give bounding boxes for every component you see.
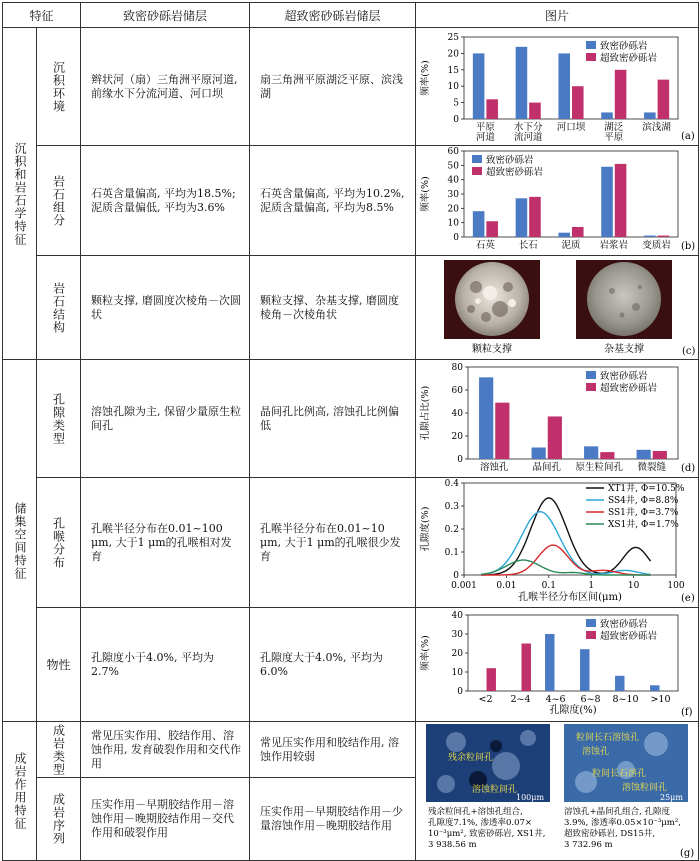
bar-a-1-1 (529, 102, 541, 118)
bar-b-1-1 (529, 196, 541, 236)
panel-c-label: (c) (682, 345, 696, 357)
bar-a-1-2 (572, 86, 584, 119)
bar-f-0-5 (650, 685, 659, 691)
figure-c (416, 257, 698, 359)
legend-swatch-b-1 (472, 167, 482, 175)
ytick-label-a-4: 20 (447, 48, 460, 59)
bar-d-0-1 (532, 447, 546, 459)
legend-label-b-0: 致密砂砾岩 (486, 154, 534, 166)
xcat-a-3-0: 湖泛 (604, 121, 624, 133)
panel-label-e: (e) (681, 592, 695, 604)
bar-b-0-1 (516, 198, 528, 237)
diatype-dense: 常见压实作用、胶结作用、溶蚀作用, 发育破裂作用和交代作用 (81, 722, 250, 778)
diaseq-ultra: 压实作用－早期胶结作用－少量溶蚀作用－晚期胶结作用 (250, 778, 416, 861)
ytick-label-e-0: 0 (453, 570, 460, 581)
ylabel-b: 频率(%) (420, 175, 432, 212)
photo-c-left-label: 颗粒支撑 (472, 343, 513, 355)
xcat-f-5: >10 (650, 693, 671, 705)
diatype-label-cell (37, 722, 81, 778)
micro-right-caption-2: 3.9%, 渗透率0.05×10⁻³μm², (564, 818, 681, 828)
ylabel-d: 孔隙占比(%) (420, 385, 432, 440)
ytick-label-a-1: 5 (453, 98, 460, 109)
xcat-a-1-0: 水下分 (513, 121, 543, 133)
bar-a-1-4 (658, 79, 670, 118)
bar-f-0-2 (545, 634, 554, 691)
section-2-label: 储集空间特征 (13, 501, 27, 580)
xcat-b-1: 长石 (518, 239, 538, 251)
diatype-ultra: 常见压实作用和胶结作用, 溶蚀作用较弱 (250, 722, 416, 778)
xcat-d-1: 晶间孔 (532, 461, 562, 473)
micro-left-label-1: 残余粒间孔 (448, 753, 494, 763)
bar-a-0-3 (601, 112, 613, 119)
texture-label-cell (37, 256, 81, 360)
bar-b-1-3 (615, 163, 627, 236)
figure-f-cell (416, 608, 699, 722)
xcat-d-0: 溶蚀孔 (480, 461, 509, 473)
chart-f (416, 609, 698, 721)
bar-d-0-0 (479, 377, 493, 459)
rock-dense: 石英含量偏高, 平均为18.5%; 泥质含量偏低, 平均为3.6% (81, 146, 250, 256)
row-diatype (3, 722, 699, 778)
legend-label-f-1: 超致密砂砾岩 (600, 630, 658, 642)
bar-a-1-0 (486, 99, 498, 119)
legend-label-f-0: 致密砂砾岩 (600, 618, 648, 630)
panel-label-a: (a) (681, 130, 695, 142)
xcat-f-3: 6~8 (580, 693, 601, 705)
ytick-label-d-3: 60 (451, 385, 464, 396)
ytick-label-d-4: 80 (451, 362, 464, 373)
comparison-table (2, 2, 699, 861)
legend-swatch-f-0 (586, 619, 596, 627)
legend-label-e-1: SS4井, Φ=8.8% (608, 495, 679, 506)
ylabel-a: 频率(%) (420, 59, 432, 96)
xcat-b-3: 岩浆岩 (599, 239, 629, 251)
bar-b-1-4 (658, 235, 670, 236)
ytick-label-f-2: 20 (451, 648, 464, 659)
row-throat (3, 478, 699, 608)
ytick-label-a-0: 0 (453, 114, 460, 125)
xcat-a-3-1: 平原 (604, 131, 624, 143)
ytick-label-b-4: 40 (447, 175, 460, 186)
row-phys (3, 608, 699, 722)
micro-right-label-1: 粒间长石溶蚀孔 (576, 733, 640, 743)
throat-ultra: 孔喉半径分布在0.01~10 μm, 大于1 μm的孔喉很少发育 (250, 478, 416, 608)
pore-label-cell (37, 360, 81, 478)
section-3-cell (3, 722, 37, 861)
section-1-label: 沉积和岩石学特征 (13, 141, 27, 246)
section-1-cell (3, 28, 37, 360)
ytick-label-f-1: 10 (451, 667, 464, 678)
micro-left-caption-4: 3 938.56 m (428, 840, 477, 850)
figure-c-cell (416, 256, 699, 360)
env-dense: 辫状河（扇）三角洲平原河道, 前缘水下分流河道、河口坝 (81, 28, 250, 146)
xcat-d-3: 微裂缝 (637, 461, 667, 473)
pore-dense: 溶蚀孔隙为主, 保留少量原生粒间孔 (81, 360, 250, 478)
xlabel-f: 孔隙度(%) (549, 704, 597, 716)
legend-swatch-d-1 (586, 383, 596, 391)
ytick-label-b-3: 30 (447, 189, 460, 200)
panel-label-f: (f) (681, 706, 693, 718)
ytick-label-b-0: 0 (453, 232, 460, 243)
legend-label-d-1: 超致密砂砾岩 (600, 382, 658, 394)
ytick-label-a-5: 25 (447, 32, 460, 43)
pore-ultra: 晶间孔比例高, 溶蚀孔比例偏低 (250, 360, 416, 478)
panel-label-b: (b) (681, 240, 696, 252)
micro-left-label-2: 溶蚀粒间孔 (472, 785, 518, 795)
bar-f-0-3 (580, 649, 589, 691)
xtick-label-e-5: 100 (667, 580, 685, 591)
figure-g (416, 722, 698, 860)
bar-d-0-3 (637, 449, 651, 458)
bar-b-0-2 (558, 232, 570, 236)
chart-e (416, 479, 698, 607)
texture-ultra: 颗粒支撑、杂基支撑, 磨圆度棱角－次棱角状 (250, 256, 416, 360)
micro-right-caption-1: 溶蚀孔+晶间孔组合, 孔隙度 (564, 807, 671, 817)
xlabel-e: 孔喉半径分布区间(μm) (518, 591, 622, 603)
xcat-b-0: 石英 (475, 239, 495, 251)
xtick-label-e-1: 0.01 (496, 580, 517, 591)
figure-b-cell (416, 146, 699, 256)
ytick-label-f-3: 30 (451, 629, 464, 640)
legend-label-b-1: 超致密砂砾岩 (486, 166, 544, 178)
legend-label-a-1: 超致密砂砾岩 (600, 52, 658, 64)
xcat-d-2: 原生粒间孔 (575, 461, 624, 473)
legend-label-e-0: XT1井, Φ=10.5% (608, 483, 685, 494)
section-3-label: 成岩作用特征 (13, 752, 27, 830)
section-2-cell (3, 360, 37, 722)
texture-dense: 颗粒支撑, 磨圆度次棱角－次圆状 (81, 256, 250, 360)
xtick-label-e-3: 1 (588, 580, 595, 591)
texture-label: 岩石结构 (51, 281, 66, 334)
xcat-f-1: 2~4 (510, 693, 531, 705)
legend-label-d-0: 致密砂砾岩 (600, 370, 648, 382)
micro-right-label-4: 溶蚀粒间孔 (622, 783, 668, 793)
row-texture (3, 256, 699, 360)
micro-left-caption-2: 孔隙度7.1%, 渗透率0.07× (428, 818, 533, 828)
env-ultra: 扇三角洲平原湖泛平原、滨浅湖 (250, 28, 416, 146)
ytick-label-b-2: 20 (447, 203, 460, 214)
bar-b-0-0 (473, 211, 485, 237)
chart-a (416, 29, 698, 145)
ytick-label-e-2: 0.2 (444, 524, 460, 535)
legend-label-a-0: 致密砂砾岩 (600, 40, 648, 52)
bar-f-0-4 (615, 675, 624, 690)
xcat-b-4: 变质岩 (642, 239, 671, 251)
micro-left-scale: 100μm (516, 793, 545, 802)
legend-swatch-d-0 (586, 371, 596, 379)
xcat-b-2: 泥质 (561, 239, 581, 251)
legend-swatch-a-0 (586, 41, 596, 49)
ylabel-e: 孔隙度(%) (420, 506, 432, 551)
xtick-label-e-2: 0.1 (541, 580, 556, 591)
ytick-label-b-1: 10 (447, 218, 460, 229)
throat-label-cell (37, 478, 81, 608)
legend-swatch-b-0 (472, 155, 482, 163)
core-photo-matrix-supported (587, 262, 661, 336)
bar-a-0-0 (473, 53, 485, 119)
figure-g-cell (416, 722, 699, 861)
ytick-label-b-6: 60 (447, 146, 460, 157)
ytick-label-f-4: 40 (451, 610, 464, 621)
xcat-f-2: 4~6 (545, 693, 566, 705)
bar-b-1-0 (486, 221, 498, 237)
ytick-label-d-0: 0 (457, 454, 464, 465)
ytick-label-e-1: 0.1 (444, 547, 460, 558)
header-row (3, 3, 699, 28)
chart-d (416, 361, 698, 477)
xcat-a-1-1: 流河道 (513, 131, 543, 143)
ytick-label-e-4: 0.4 (444, 478, 460, 489)
legend-label-e-3: XS1井, Φ=1.7% (608, 519, 679, 530)
header-feature: 特征 (3, 3, 81, 28)
panel-g-label: (g) (680, 848, 695, 859)
legend-label-e-2: SS1井, Φ=3.7% (608, 507, 679, 518)
xcat-f-0: <2 (478, 693, 493, 705)
ytick-label-d-1: 20 (451, 431, 464, 442)
micro-right-caption-4: 3 732.96 m (564, 840, 613, 850)
row-env (3, 28, 699, 146)
ytick-label-d-2: 40 (451, 408, 464, 419)
env-label-cell (37, 28, 81, 146)
figure-d-cell (416, 360, 699, 478)
bar-b-0-3 (601, 166, 613, 236)
diaseq-label: 成岩序列 (51, 793, 66, 846)
bar-a-0-4 (644, 112, 656, 119)
rock-label-cell (37, 146, 81, 256)
row-pore (3, 360, 699, 478)
ytick-label-a-3: 15 (447, 65, 460, 76)
diaseq-label-cell (37, 778, 81, 861)
bar-d-1-0 (495, 402, 509, 458)
xtick-label-e-4: 10 (627, 580, 640, 591)
throat-label: 孔喉分布 (51, 516, 66, 569)
panel-label-d: (d) (681, 462, 696, 474)
xcat-a-0-1: 河道 (475, 131, 495, 143)
throat-dense: 孔喉半径分布在0.01~100 μm, 大于1 μm的孔喉相对发育 (81, 478, 250, 608)
xcat-a-2: 河口坝 (556, 121, 586, 133)
bar-d-1-3 (653, 450, 667, 458)
xcat-a-0-0: 平原 (475, 121, 495, 133)
xtick-label-e-0: 0.001 (451, 580, 477, 591)
micro-left-caption-1: 残余粒间孔+溶蚀孔组合, (428, 807, 523, 817)
header-ultra: 超致密砂砾岩储层 (250, 3, 416, 28)
pore-label: 孔隙类型 (51, 392, 66, 445)
bar-d-0-2 (584, 446, 598, 459)
bar-f-1-1 (522, 643, 531, 691)
phys-dense: 孔隙度小于4.0%, 平均为2.7% (81, 608, 250, 722)
micro-right-scale: 25μm (660, 793, 683, 802)
figure-e-cell (416, 478, 699, 608)
bar-a-0-1 (516, 46, 528, 118)
bar-b-1-2 (572, 226, 584, 236)
photo-c-right-label: 杂基支撑 (604, 343, 645, 355)
legend-swatch-f-1 (586, 631, 596, 639)
micro-left-caption-3: 10⁻³μm², 致密砂砾岩, XS1井, (428, 829, 546, 839)
ytick-label-a-2: 10 (447, 81, 460, 92)
bar-b-0-4 (644, 235, 656, 236)
comparison-table-container (2, 2, 698, 859)
row-rock (3, 146, 699, 256)
bar-f-1-0 (487, 668, 496, 691)
phys-ultra: 孔隙度大于4.0%, 平均为6.0% (250, 608, 416, 722)
ytick-label-f-0: 0 (457, 686, 464, 697)
diatype-label: 成岩类型 (51, 723, 66, 776)
legend-swatch-a-1 (586, 53, 596, 61)
rock-ultra: 石英含量偏高, 平均为10.2%, 泥质含量偏高, 平均为8.5% (250, 146, 416, 256)
bar-a-0-2 (558, 53, 570, 119)
bar-a-1-3 (615, 69, 627, 118)
env-label: 沉积环境 (51, 60, 66, 113)
header-dense: 致密砂砾岩储层 (81, 3, 250, 28)
bar-d-1-1 (548, 416, 562, 459)
ylabel-f: 频率(%) (420, 634, 432, 671)
bar-d-1-2 (600, 452, 614, 459)
micro-right-label-2: 溶蚀孔 (582, 747, 610, 757)
chart-b (416, 147, 698, 255)
figure-a-cell (416, 28, 699, 146)
diaseq-dense: 压实作用－早期胶结作用－溶蚀作用－晚期胶结作用－交代作用和破裂作用 (81, 778, 250, 861)
ytick-label-e-3: 0.3 (444, 501, 460, 512)
xcat-a-4: 滨浅湖 (642, 121, 671, 133)
phys-label-cell (37, 608, 81, 722)
phys-label: 物性 (46, 657, 71, 672)
ytick-label-b-5: 50 (447, 160, 460, 171)
rock-label: 岩石组分 (51, 174, 66, 227)
micro-right-caption-3: 超致密砂砾岩, DS15井, (564, 829, 656, 839)
micro-right-label-3: 粒间长石溶孔 (592, 769, 647, 779)
xcat-f-4: 8~10 (612, 693, 639, 705)
header-figure: 图片 (416, 3, 699, 28)
